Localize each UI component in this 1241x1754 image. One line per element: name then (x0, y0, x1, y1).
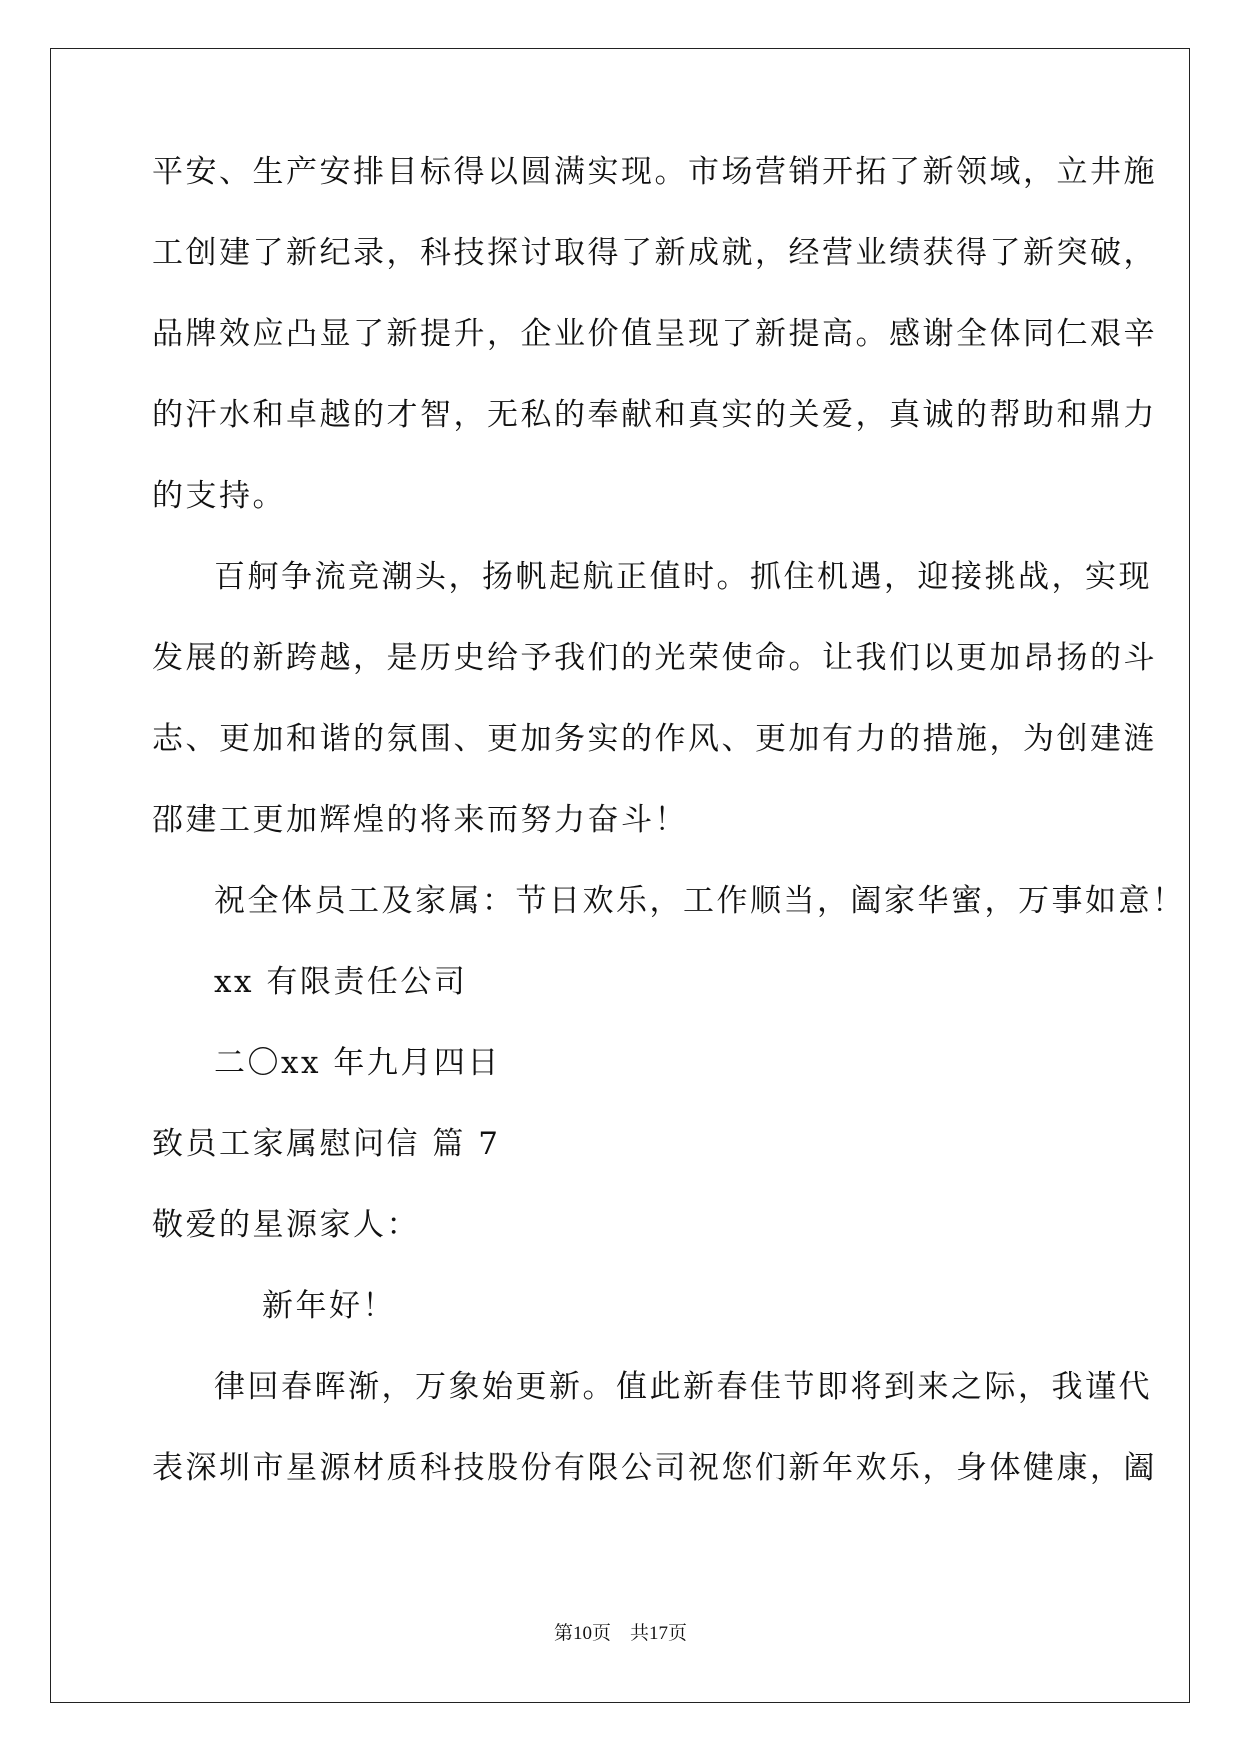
body-line-5: 的支持。 (152, 478, 286, 514)
new-year-greeting: 新年好！ (262, 1288, 396, 1324)
body-line-10: 律回春晖渐，万象始更新。值此新春佳节即将到来之际，我谨代 (214, 1369, 1152, 1405)
section-heading: 致员工家属慰问信 篇 7 (152, 1126, 501, 1162)
body-line-11: 表深圳市星源材质科技股份有限公司祝您们新年欢乐，身体健康，阖 (152, 1450, 1157, 1486)
greeting-line: 祝全体员工及家属：节日欢乐，工作顺当，阖家华蜜，万事如意！ (214, 883, 1186, 919)
body-line-7: 发展的新跨越，是历史给予我们的光荣使命。让我们以更加昂扬的斗 (152, 640, 1157, 676)
body-line-2: 工创建了新纪录，科技探讨取得了新成就，经营业绩获得了新突破， (152, 235, 1157, 271)
body-line-1: 平安、生产安排目标得以圆满实现。市场营销开拓了新领域，立井施 (152, 154, 1157, 190)
salutation: 敬爱的星源家人： (152, 1207, 420, 1243)
page-footer: 第10页 共17页 (553, 1623, 687, 1644)
company-signature: xx 有限责任公司 (214, 964, 468, 1000)
body-line-6: 百舸争流竞潮头，扬帆起航正值时。抓住机遇，迎接挑战，实现 (214, 559, 1152, 595)
body-line-9: 邵建工更加辉煌的将来而努力奋斗！ (152, 802, 688, 838)
body-line-4: 的汗水和卓越的才智，无私的奉献和真实的关爱，真诚的帮助和鼎力 (152, 397, 1157, 433)
body-line-3: 品牌效应凸显了新提升，企业价值呈现了新提高。感谢全体同仁艰辛 (152, 316, 1157, 352)
body-line-8: 志、更加和谐的氛围、更加务实的作风、更加有力的措施，为创建涟 (152, 721, 1157, 757)
signature-date: 二〇xx 年九月四日 (214, 1045, 501, 1081)
